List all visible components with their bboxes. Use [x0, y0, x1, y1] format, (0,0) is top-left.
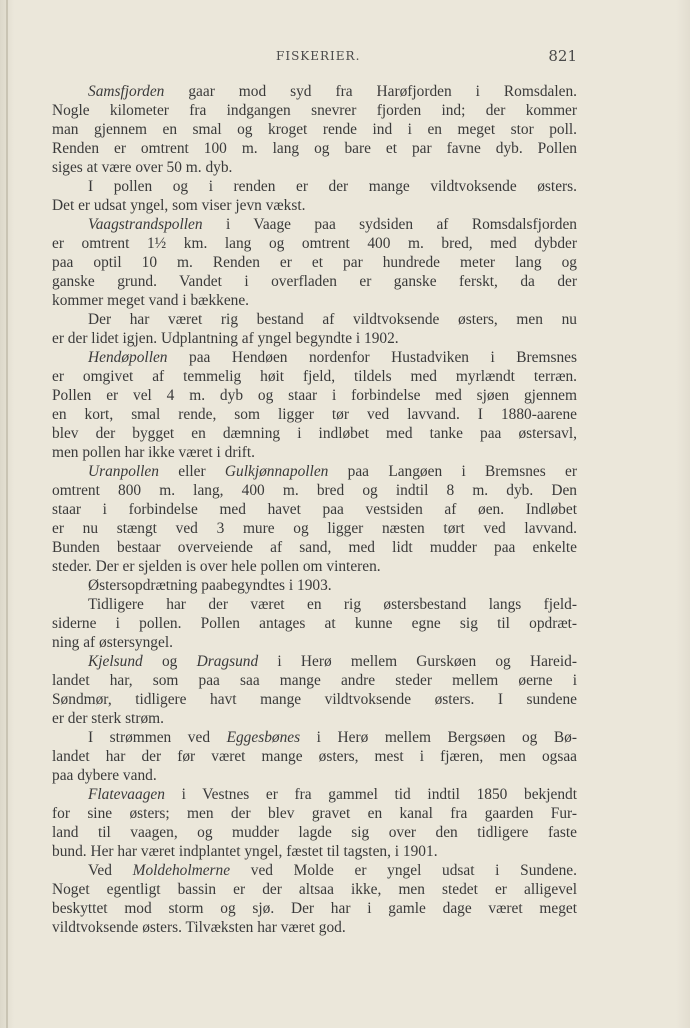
text-line: [52, 405, 577, 424]
text-line: [52, 747, 577, 766]
body-text: [52, 82, 577, 937]
text-line: [52, 652, 577, 671]
text-run: og: [142, 653, 197, 670]
text-line: [52, 804, 577, 823]
text-line: [52, 158, 577, 177]
page-spine-edge: [6, 0, 8, 1028]
italic-place-name: Eggesbønes: [226, 729, 301, 746]
text-line: [52, 481, 577, 500]
text-line: [52, 861, 577, 880]
text-run: Søndmør, tidligere havt mange vildtvoksende østers. I sundene: [52, 691, 577, 708]
italic-place-name: Vaagstrandspollen: [88, 216, 203, 233]
text-run: i Herø mellem Bergsøen og Bø-: [300, 729, 577, 746]
text-line: [52, 253, 577, 272]
text-run: beskyttet mod storm og sjø. Der har i gamle dage været meget: [52, 900, 577, 917]
text-run: bund. Her har været indplantet yngel, fæstet til tagsten, i 1901.: [52, 843, 438, 860]
text-run: Nogle kilometer fra indgangen snevrer fjorden ind; der kommer: [52, 102, 577, 119]
text-run: er nu stængt ved 3 mure og ligger næsten tørt ved lavvand.: [52, 520, 577, 537]
text-line: [52, 272, 577, 291]
text-line: [52, 367, 577, 386]
text-run: i Herø mellem Gurskøen og Hareid-: [258, 653, 577, 670]
italic-place-name: Dragsund: [196, 653, 259, 670]
text-run: land til vaagen, og mudder lagde sig over den tidligere faste: [52, 824, 577, 841]
running-title: FISKERIER.: [276, 49, 361, 63]
text-run: er omgivet af temmelig høit fjeld, tildels med myrlændt terræn.: [52, 368, 577, 385]
text-run: kommer meget vand i bækkene.: [52, 292, 250, 309]
text-run: er der sterk strøm.: [52, 710, 164, 727]
italic-place-name: Hendøpollen: [88, 349, 168, 366]
text-line: [52, 690, 577, 709]
text-line: [52, 291, 577, 310]
text-line: [52, 101, 577, 120]
text-line: [52, 785, 577, 804]
text-line: [52, 462, 577, 481]
text-run: en kort, smal rende, som ligger tør ved lavvand. I 1880-aarene: [52, 406, 577, 423]
text-line: [52, 576, 577, 595]
italic-place-name: Samsfjorden: [88, 83, 165, 100]
text-line: [52, 500, 577, 519]
text-run: landet har der før været mange østers, mest i fjæren, men ogsaa: [52, 748, 577, 765]
text-run: Tidligere har der været en rig østersbestand langs fjeld-: [88, 596, 577, 613]
text-run: siderne i pollen. Pollen antages at kunne egne sig til opdræt-: [52, 615, 577, 632]
text-line: [52, 842, 577, 861]
text-run: landet har, som paa saa mange andre steder mellem øerne i: [52, 672, 577, 689]
italic-place-name: Kjelsund: [88, 653, 143, 670]
text-line: [52, 614, 577, 633]
text-run: omtrent 800 m. lang, 400 m. bred og indtil 8 m. dyb. Den: [52, 482, 577, 499]
text-line: [52, 443, 577, 462]
italic-place-name: Gulkjønnapollen: [224, 463, 329, 480]
text-line: [52, 899, 577, 918]
text-line: [52, 215, 577, 234]
text-line: [52, 918, 577, 937]
text-run: Det er udsat yngel, som viser jevn vækst.: [52, 197, 306, 214]
text-run: vildtvoksende østers. Tilvæksten har været god.: [52, 919, 346, 936]
text-line: [52, 519, 577, 538]
page-number: 821: [548, 47, 577, 65]
text-run: for sine østers; men der blev gravet en kanal fra gaarden Fur-: [52, 805, 577, 822]
text-line: [52, 538, 577, 557]
text-line: [52, 310, 577, 329]
text-run: Østersopdrætning paabegyndtes i 1903.: [88, 577, 332, 594]
text-run: paa Hendøen nordenfor Hustadviken i Bremsnes: [167, 349, 577, 366]
text-run: Noget egentligt bassin er der altsaa ikke, men stedet er alligevel: [52, 881, 577, 898]
text-run: staar i forbindelse med havet paa vestsiden af øen. Indløbet: [52, 501, 577, 518]
text-run: paa dybere vand.: [52, 767, 157, 784]
text-run: i Vaage paa sydsiden af Romsdalsfjorden: [202, 216, 577, 233]
text-run: er omtrent 1½ km. lang og omtrent 400 m. bred, med dybder: [52, 235, 577, 252]
italic-place-name: Moldeholmerne: [132, 862, 231, 879]
text-run: blev der bygget en dæmning i indløbet med tanke paa østersavl,: [52, 425, 577, 442]
text-line: [52, 177, 577, 196]
italic-place-name: Flatevaagen: [88, 786, 165, 803]
text-line: [52, 766, 577, 785]
text-run: Renden er omtrent 100 m. lang og bare et par favne dyb. Pollen: [52, 140, 577, 157]
text-line: [52, 139, 577, 158]
text-line: [52, 823, 577, 842]
text-run: men pollen har ikke været i drift.: [52, 444, 256, 461]
text-run: eller: [158, 463, 225, 480]
text-run: Ved: [88, 862, 133, 879]
text-line: [52, 633, 577, 652]
italic-place-name: Uranpollen: [88, 463, 159, 480]
text-run: Pollen er vel 4 m. dyb og staar i forbindelse med sjøen gjennem: [52, 387, 577, 404]
text-run: I pollen og i renden er der mange vildtvoksende østers.: [88, 178, 577, 195]
text-line: [52, 196, 577, 215]
text-line: [52, 880, 577, 899]
text-line: [52, 671, 577, 690]
text-run: ganske grund. Vandet i overfladen er ganske ferskt, da der: [52, 273, 577, 290]
text-run: Der har været rig bestand af vildtvoksende østers, men nu: [88, 311, 577, 328]
text-line: [52, 557, 577, 576]
page-header: [52, 47, 577, 67]
text-line: [52, 120, 577, 139]
text-run: I strømmen ved: [88, 729, 227, 746]
text-run: gaar mod syd fra Harøfjorden i Romsdalen.: [164, 83, 577, 100]
text-run: ning af østersyngel.: [52, 634, 173, 651]
text-line: [52, 595, 577, 614]
text-run: steder. Der er sjelden is over hele pollen om vinteren.: [52, 558, 381, 575]
text-line: [52, 329, 577, 348]
text-line: [52, 386, 577, 405]
text-run: siges at være over 50 m. dyb.: [52, 159, 233, 176]
text-line: [52, 709, 577, 728]
text-line: [52, 82, 577, 101]
text-run: paa Langøen i Bremsnes er: [328, 463, 577, 480]
text-run: man gjennem en smal og kroget rende ind i en meget stor poll.: [52, 121, 577, 138]
text-line: [52, 348, 577, 367]
text-line: [52, 424, 577, 443]
text-run: er der lidet igjen. Udplantning af yngel begyndte i 1902.: [52, 330, 399, 347]
text-run: ved Molde er yngel udsat i Sundene.: [230, 862, 577, 879]
text-line: [52, 234, 577, 253]
text-line: [52, 728, 577, 747]
text-run: paa optil 10 m. Renden er et par hundrede meter lang og: [52, 254, 577, 271]
text-run: Bunden bestaar overveiende af sand, med lidt mudder paa enkelte: [52, 539, 577, 556]
text-run: i Vestnes er fra gammel tid indtil 1850 bekjendt: [164, 786, 577, 803]
